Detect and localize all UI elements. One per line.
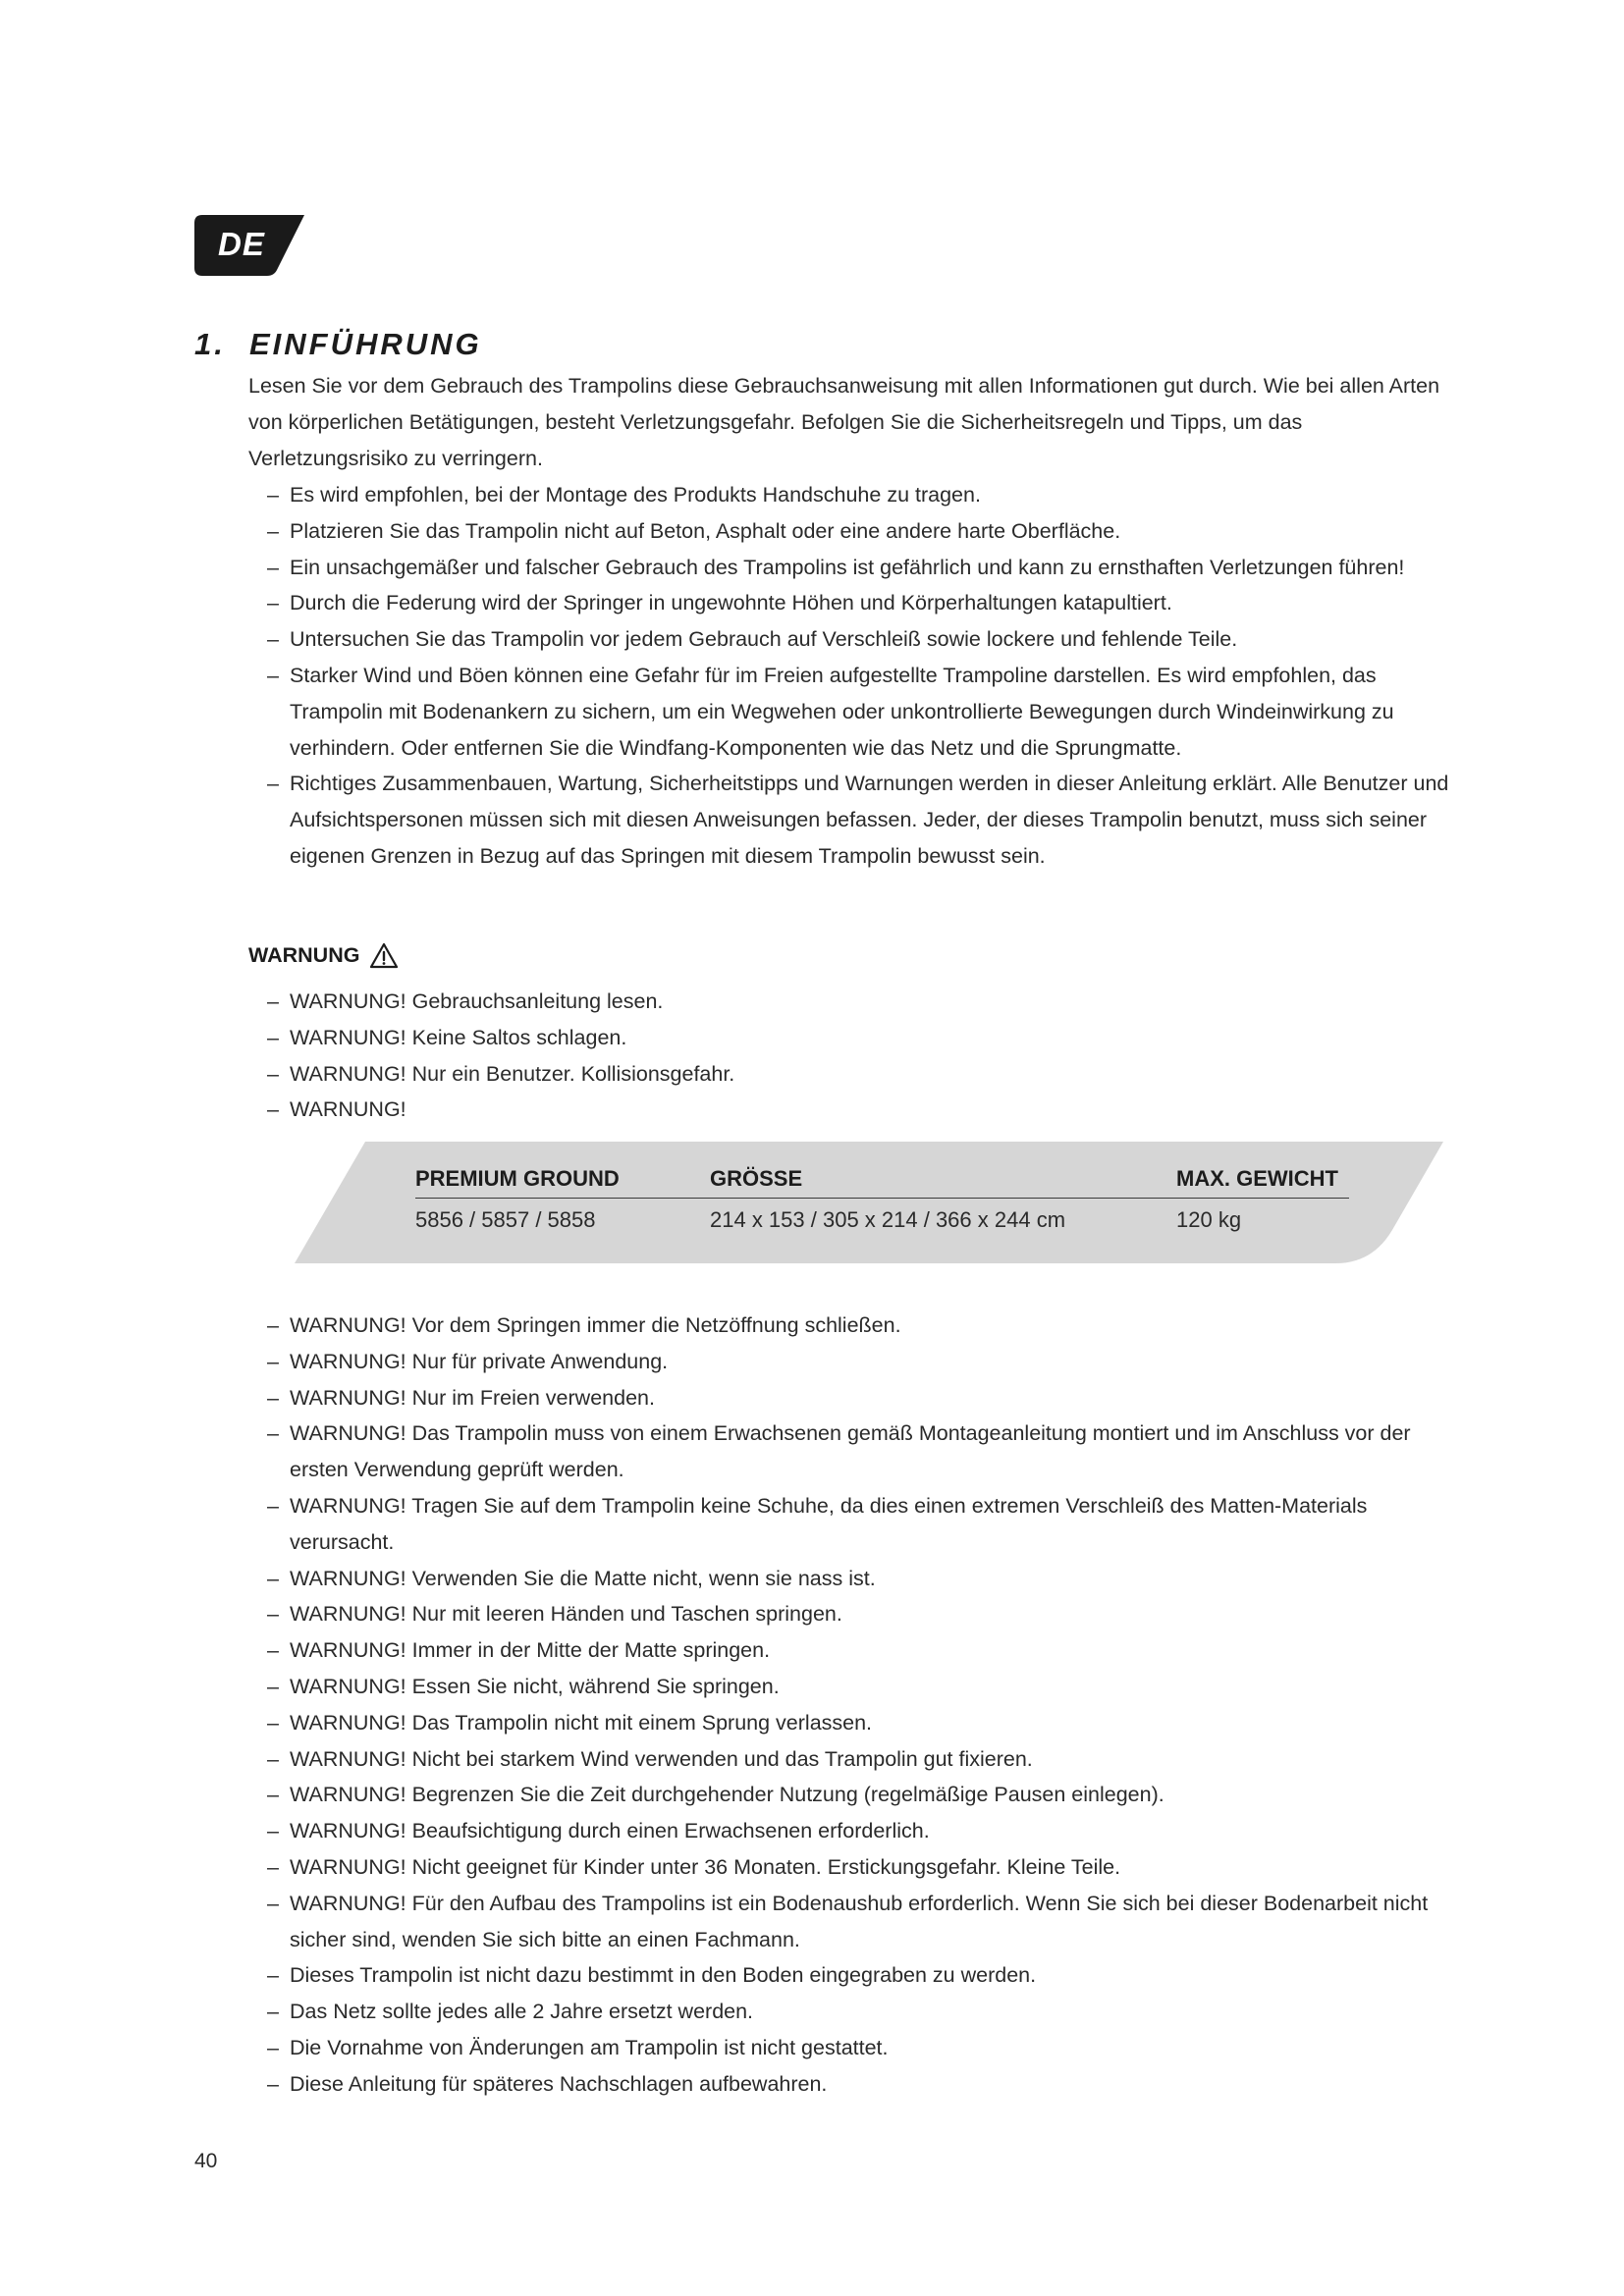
list-item: – Das Netz sollte jedes alle 2 Jahre ersetzt werden. bbox=[267, 1994, 1465, 2030]
list-item: – Durch die Federung wird der Springer in ungewohnte Höhen und Körperhaltungen katapultiert. bbox=[267, 585, 1465, 621]
language-badge bbox=[194, 215, 304, 276]
list-item: – WARNUNG! Gebrauchsanleitung lesen. bbox=[267, 984, 1465, 1020]
section-heading bbox=[194, 327, 482, 362]
list-item: – Untersuchen Sie das Trampolin vor jedem Gebrauch auf Verschleiß sowie lockere und fehlende Teile. bbox=[267, 621, 1465, 658]
list-item: – WARNUNG! Tragen Sie auf dem Trampolin keine Schuhe, da dies einen extremen Verschleiß des Matten-Materials verursacht. bbox=[267, 1488, 1465, 1561]
list-item: – WARNUNG! Verwenden Sie die Matte nicht, wenn sie nass ist. bbox=[267, 1561, 1465, 1597]
list-item: – Diese Anleitung für späteres Nachschlagen aufbewahren. bbox=[267, 2066, 1465, 2103]
list-item: – Richtiges Zusammenbauen, Wartung, Sicherheitstipps und Warnungen werden in dieser Anleitung erklärt. Alle Benutzer und Aufsichtspersonen müssen sich mit diesen Anweisungen befassen. Jeder, der dieses Trampolin benutzt, muss sich seiner eigenen Grenzen in Bezug auf das Springen mit diesem Trampolin bewusst sein. bbox=[267, 766, 1465, 874]
header-max-weight: MAX. GEWICHT bbox=[1176, 1164, 1349, 1199]
list-item: – Die Vornahme von Änderungen am Trampolin ist nicht gestattet. bbox=[267, 2030, 1465, 2066]
list-item: – Ein unsachgemäßer und falscher Gebrauch des Trampolins ist gefährlich und kann zu ernsthaften Verletzungen führen! bbox=[267, 550, 1465, 586]
list-item: – WARNUNG! Vor dem Springen immer die Netzöffnung schließen. bbox=[267, 1308, 1465, 1344]
warning-heading-label: WARNUNG bbox=[248, 943, 360, 967]
warning-list-top bbox=[267, 984, 1465, 1128]
page-number: 40 bbox=[194, 2150, 218, 2172]
language-label: DE bbox=[218, 226, 265, 262]
intro-paragraph: Lesen Sie vor dem Gebrauch des Trampolins diese Gebrauchsanweisung mit allen Informationen gut durch. Wie bei allen Arten von körperlichen Betätigungen, besteht Verletzungsgefahr. Befolgen Sie die Sicherheitsregeln und Tipps, um das Verletzungsrisiko zu verringern. bbox=[248, 374, 1440, 470]
list-item: – WARNUNG! Das Trampolin muss von einem Erwachsenen gemäß Montageanleitung montiert und im Anschluss vor der ersten Verwendung geprüft werden. bbox=[267, 1415, 1465, 1488]
list-item: – WARNUNG! Essen Sie nicht, während Sie springen. bbox=[267, 1669, 1465, 1705]
spec-table bbox=[415, 1164, 1349, 1236]
intro-bullet-list bbox=[267, 477, 1465, 875]
list-item: – WARNUNG! Das Trampolin nicht mit einem Sprung verlassen. bbox=[267, 1705, 1465, 1741]
list-item: – WARNUNG! Beaufsichtigung durch einen Erwachsenen erforderlich. bbox=[267, 1813, 1465, 1849]
table-row bbox=[415, 1199, 1349, 1237]
warning-triangle-icon bbox=[369, 942, 399, 969]
list-item: – Es wird empfohlen, bei der Montage des Produkts Handschuhe zu tragen. bbox=[267, 477, 1465, 513]
list-item: – WARNUNG! Nicht geeignet für Kinder unter 36 Monaten. Erstickungsgefahr. Kleine Teile. bbox=[267, 1849, 1465, 1886]
list-item: – WARNUNG! Nur im Freien verwenden. bbox=[267, 1380, 1465, 1416]
list-item: – WARNUNG! Nur mit leeren Händen und Taschen springen. bbox=[267, 1596, 1465, 1632]
header-model: PREMIUM GROUND bbox=[415, 1164, 710, 1199]
list-item: – WARNUNG! Keine Saltos schlagen. bbox=[267, 1020, 1465, 1056]
warning-list-bottom bbox=[267, 1308, 1465, 2103]
spec-table-header-row bbox=[415, 1164, 1349, 1199]
list-item: – WARNUNG! Nicht bei starkem Wind verwenden und das Trampolin gut fixieren. bbox=[267, 1741, 1465, 1778]
list-item: – WARNUNG! Nur ein Benutzer. Kollisionsgefahr. bbox=[267, 1056, 1465, 1093]
list-item: – Dieses Trampolin ist nicht dazu bestimmt in den Boden eingegraben zu werden. bbox=[267, 1957, 1465, 1994]
section-number: 1. bbox=[194, 327, 226, 361]
list-item: – Platzieren Sie das Trampolin nicht auf Beton, Asphalt oder eine andere harte Oberfläche. bbox=[267, 513, 1465, 550]
list-item: – WARNUNG! bbox=[267, 1092, 1465, 1128]
list-item: – Starker Wind und Böen können eine Gefahr für im Freien aufgestellte Trampoline darstellen. Es wird empfohlen, das Trampolin mit Bodenankern zu sichern, um ein Wegwehen oder unkontrollierte Bewegungen durch Windeinwirkung zu verhindern. Oder entfernen Sie die Windfang-Komponenten wie das Netz und die Sprungmatte. bbox=[267, 658, 1465, 766]
list-item: – WARNUNG! Für den Aufbau des Trampolins ist ein Bodenaushub erforderlich. Wenn Sie sich bei dieser Bodenarbeit nicht sicher sind, wenden Sie sich bitte an einen Fachmann. bbox=[267, 1886, 1465, 1958]
cell-size: 214 x 153 / 305 x 214 / 366 x 244 cm bbox=[710, 1207, 1066, 1232]
cell-max-weight: 120 kg bbox=[1176, 1207, 1242, 1232]
list-item: – WARNUNG! Nur für private Anwendung. bbox=[267, 1344, 1465, 1380]
section-title: EINFÜHRUNG bbox=[249, 327, 482, 361]
warning-heading bbox=[248, 942, 399, 969]
header-size: GRÖSSE bbox=[710, 1164, 1176, 1199]
cell-model: 5856 / 5857 / 5858 bbox=[415, 1207, 596, 1232]
list-item: – WARNUNG! Begrenzen Sie die Zeit durchgehender Nutzung (regelmäßige Pausen einlegen). bbox=[267, 1777, 1465, 1813]
list-item: – WARNUNG! Immer in der Mitte der Matte springen. bbox=[267, 1632, 1465, 1669]
